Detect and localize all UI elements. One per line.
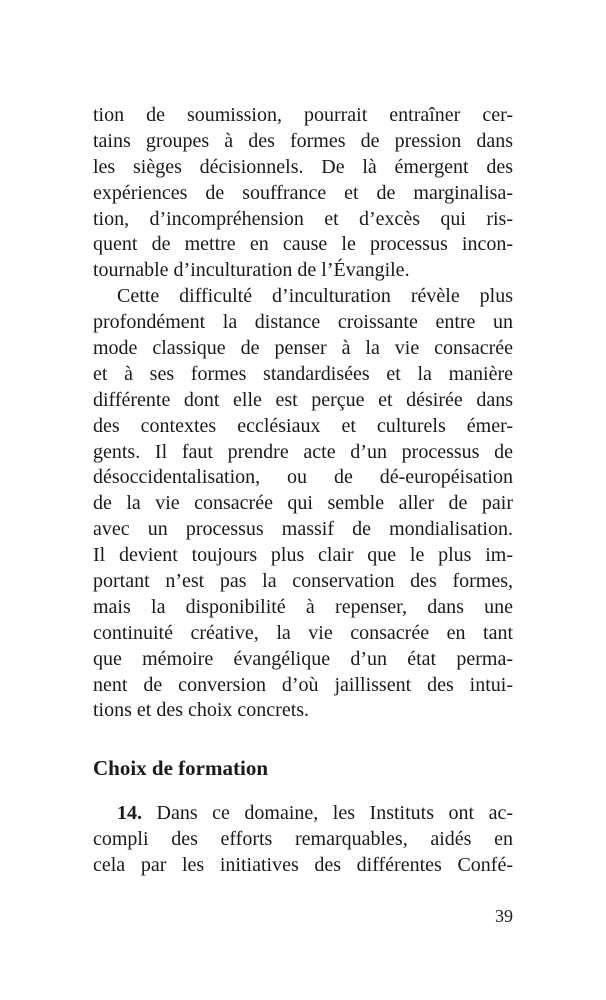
text-line: compli des efforts remarquables, aidés en	[93, 827, 513, 850]
text-line: de la vie consacrée qui semble aller de pair	[93, 492, 513, 515]
text-line	[93, 801, 513, 827]
text-line: quent de mettre en cause le processus incon-	[93, 233, 513, 256]
text-line: nent de conversion d’où jaillissent des intui-	[93, 673, 513, 696]
text-line-content: Dans ce domaine, les Instituts ont ac-	[142, 802, 513, 824]
text-line: différente dont elle est perçue et désirée dans	[93, 388, 513, 411]
text-line: mode classique de penser à la vie consacrée	[93, 337, 513, 360]
text-line: Il devient toujours plus clair que le plus im-	[93, 544, 513, 567]
text-line: continuité créative, la vie consacrée en tant	[93, 621, 513, 644]
text-line: expériences de souffrance et de marginalisa-	[93, 181, 513, 204]
paragraph-14	[93, 801, 513, 879]
text-line: que mémoire évangélique d’un état perma-	[93, 647, 513, 670]
text-line: mais la disponibilité à repenser, dans une	[93, 595, 513, 618]
text-line: tournable d’inculturation de l’Évangile.	[93, 259, 410, 282]
text-line: désoccidentalisation, ou de dé-européisation	[93, 466, 513, 489]
text-line: tion de soumission, pourrait entraîner cer-	[93, 104, 513, 126]
text-line: tions et des choix concrets.	[93, 699, 310, 722]
text-line: cela par les initiatives des différentes Confé-	[93, 853, 513, 876]
text-line: les sièges décisionnels. De là émergent des	[93, 155, 513, 178]
page-number: 39	[495, 906, 513, 926]
paragraph-number: 14.	[117, 802, 142, 824]
text-line: tion, d’incompréhension et d’excès qui ris-	[93, 207, 513, 230]
body-text	[93, 103, 513, 724]
text-line: des contextes ecclésiaux et culturels émer-	[93, 414, 513, 437]
section-heading: Choix de formation	[93, 756, 268, 780]
text-line: gents. Il faut prendre acte d’un processus de	[93, 440, 513, 463]
text-line: portant n’est pas la conservation des formes,	[93, 570, 513, 593]
text-line: et à ses formes standardisées et la manière	[93, 362, 513, 385]
text-line: avec un processus massif de mondialisation.	[93, 518, 513, 541]
text-line: Cette difficulté d’inculturation révèle plus	[117, 285, 513, 308]
text-line: tains groupes à des formes de pression dans	[93, 129, 513, 152]
text-line: profondément la distance croissante entre un	[93, 311, 513, 334]
